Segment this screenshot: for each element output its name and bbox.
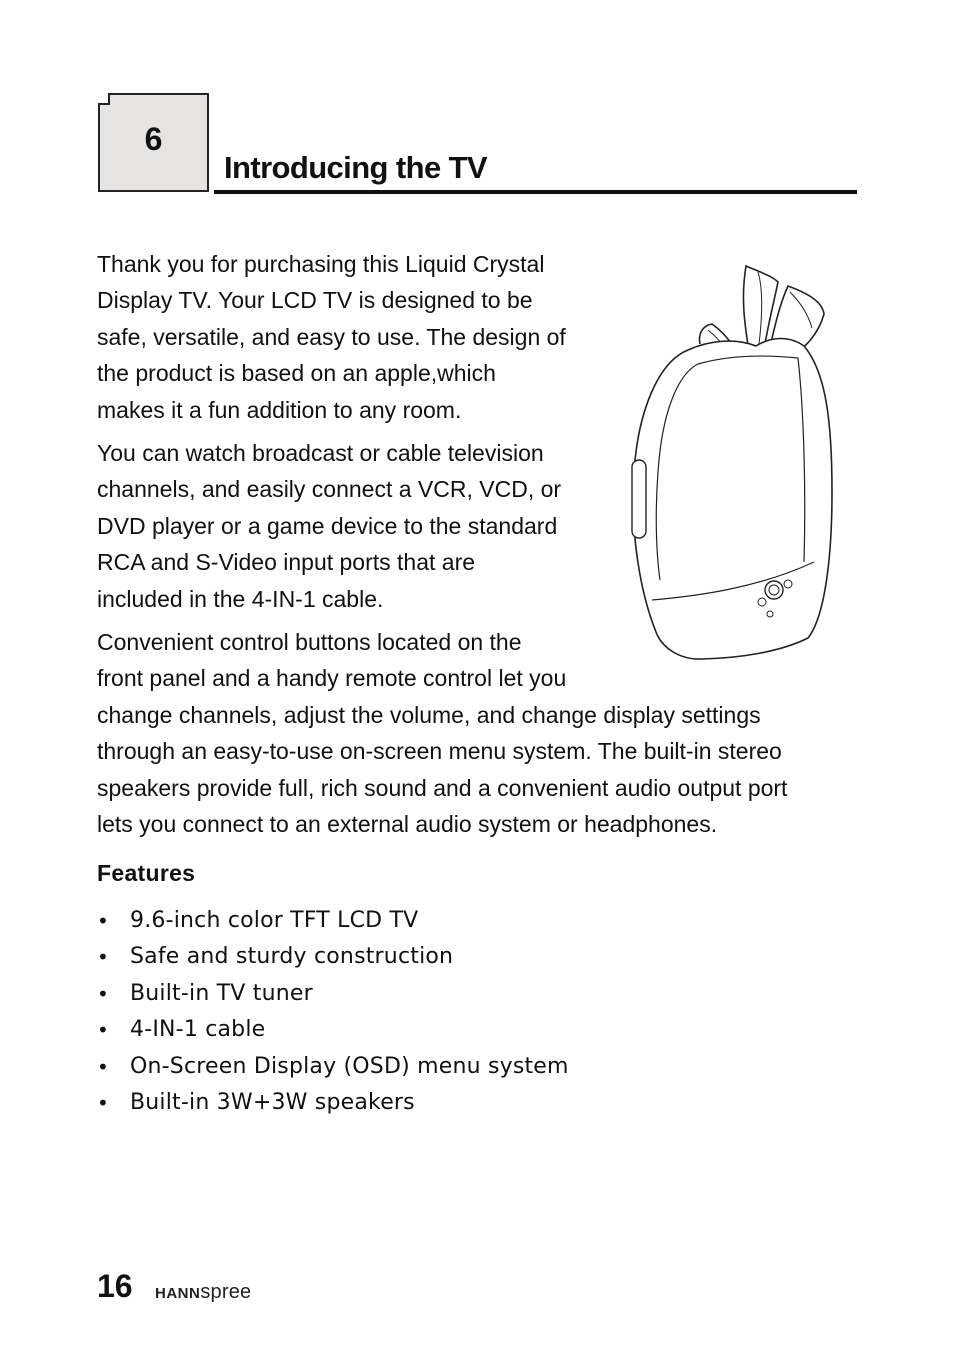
feature-text: Built-in TV tuner (130, 980, 313, 1006)
list-item (97, 1012, 569, 1048)
text-line: channels, and easily connect a VCR, VCD, or (97, 476, 562, 503)
chapter-tab-notch (98, 93, 110, 105)
text-line: included in the 4-IN-1 cable. (97, 585, 384, 612)
intro-paragraph-2 (97, 435, 607, 617)
brand-logo-light: spree (200, 1281, 252, 1303)
text-line: change channels, adjust the volume, and change display settings (97, 701, 761, 728)
text-line: Thank you for purchasing this Liquid Crystal (97, 251, 545, 277)
text-line: through an easy-to-use on-screen menu system. The built-in stereo (97, 738, 782, 765)
feature-text: 4-IN-1 cable (130, 1017, 266, 1043)
brand-logo-bold: HANN (155, 1285, 201, 1302)
text-line: You can watch broadcast or cable television (97, 440, 544, 466)
list-item (97, 1049, 569, 1085)
bullet-icon: • (97, 909, 109, 933)
bullet-icon: • (97, 981, 109, 1006)
text-line: makes it a fun addition to any room. (97, 396, 462, 423)
text-line: speakers provide full, rich sound and a convenient audio output port (97, 774, 788, 801)
bullet-icon: • (97, 1054, 109, 1079)
text-line: lets you connect to an external audio system or headphones. (97, 811, 718, 838)
text-line: Convenient control buttons located on the (97, 629, 522, 655)
intro-paragraph-3 (97, 624, 788, 842)
list-item (97, 939, 569, 975)
bullet-icon: • (97, 1090, 109, 1115)
chapter-tab (98, 93, 209, 192)
list-item (97, 903, 569, 939)
intro-paragraph-1 (97, 246, 607, 428)
feature-text: Safe and sturdy construction (130, 944, 454, 970)
chapter-number: 6 (144, 121, 163, 157)
features-list (97, 903, 569, 1121)
text-line: safe, versatile, and easy to use. The design of (97, 323, 566, 350)
features-heading: Features (97, 860, 196, 886)
text-line: the product is based on an apple,which (97, 360, 496, 387)
list-item (97, 1085, 569, 1121)
list-item (97, 976, 569, 1012)
brand-logo (155, 1281, 251, 1304)
feature-text: Built-in 3W+3W speakers (130, 1089, 415, 1115)
text-line: DVD player or a game device to the standard (97, 512, 558, 539)
title-rule (214, 190, 857, 194)
feature-text: On-Screen Display (OSD) menu system (130, 1053, 569, 1079)
bullet-icon: • (97, 1018, 109, 1043)
text-line: front panel and a handy remote control let you (97, 665, 567, 692)
text-line: Display TV. Your LCD TV is designed to be (97, 287, 533, 314)
page-number: 16 (97, 1268, 133, 1304)
text-line: RCA and S-Video input ports that are (97, 549, 476, 576)
feature-text: 9.6-inch color TFT LCD TV (130, 908, 419, 933)
page-title: Introducing the TV (224, 150, 488, 185)
bullet-icon: • (97, 945, 109, 970)
apple-tv-illustration (628, 262, 838, 662)
